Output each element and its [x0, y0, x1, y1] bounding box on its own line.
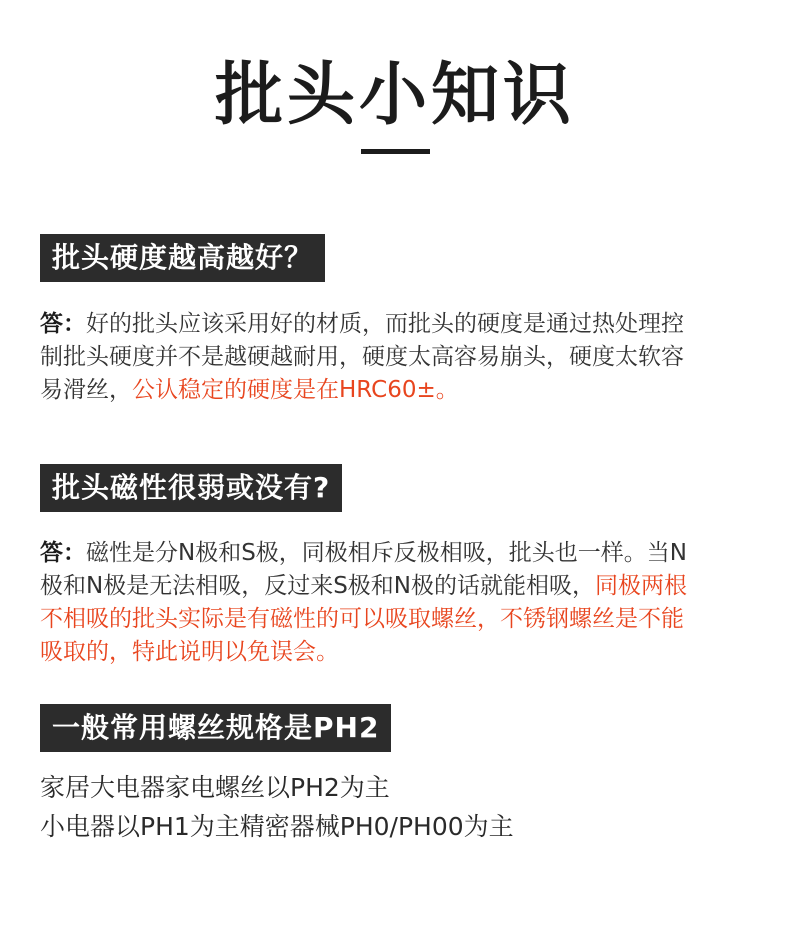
- answer-text: 好的批头应该采用好的材质，而批头的硬度是通过热处理控制批头硬度并不是越硬越耐用，硬度太高容易崩头，硬度太软容易滑丝，: [40, 311, 684, 403]
- section-heading-hardness: 批头硬度越高越好？: [40, 234, 325, 282]
- answer-magnetism: [40, 537, 690, 669]
- section-heading-magnetism: 批头磁性很弱或没有?: [40, 464, 342, 512]
- answer-highlight: 同极两根不相吸的批头实际是有磁性的可以吸取螺丝，不锈钢螺丝是不能吸取的，特此说明以免误会。: [40, 573, 688, 665]
- page-title: 批头小知识: [214, 56, 575, 135]
- answer-text: 磁性是分N极和S极，同极相斥反极相吸，批头也一样。当N极和N极是无法相吸，反过来S极和N极的话就能相吸，: [40, 540, 688, 599]
- spec-lines: [40, 768, 740, 846]
- answer-hardness: [40, 308, 700, 407]
- answer-label: 答：: [40, 540, 86, 566]
- section-heading-spec: 一般常用螺丝规格是PH2: [40, 704, 391, 752]
- answer-label: 答：: [40, 311, 86, 337]
- answer-highlight: 公认稳定的硬度是在HRC60±。: [132, 377, 459, 403]
- spec-line: 小电器以PH1为主精密器械PH0/PH00为主: [40, 812, 514, 841]
- spec-line: 家居大电器家电螺丝以PH2为主: [40, 773, 390, 802]
- title-underline: [361, 149, 430, 154]
